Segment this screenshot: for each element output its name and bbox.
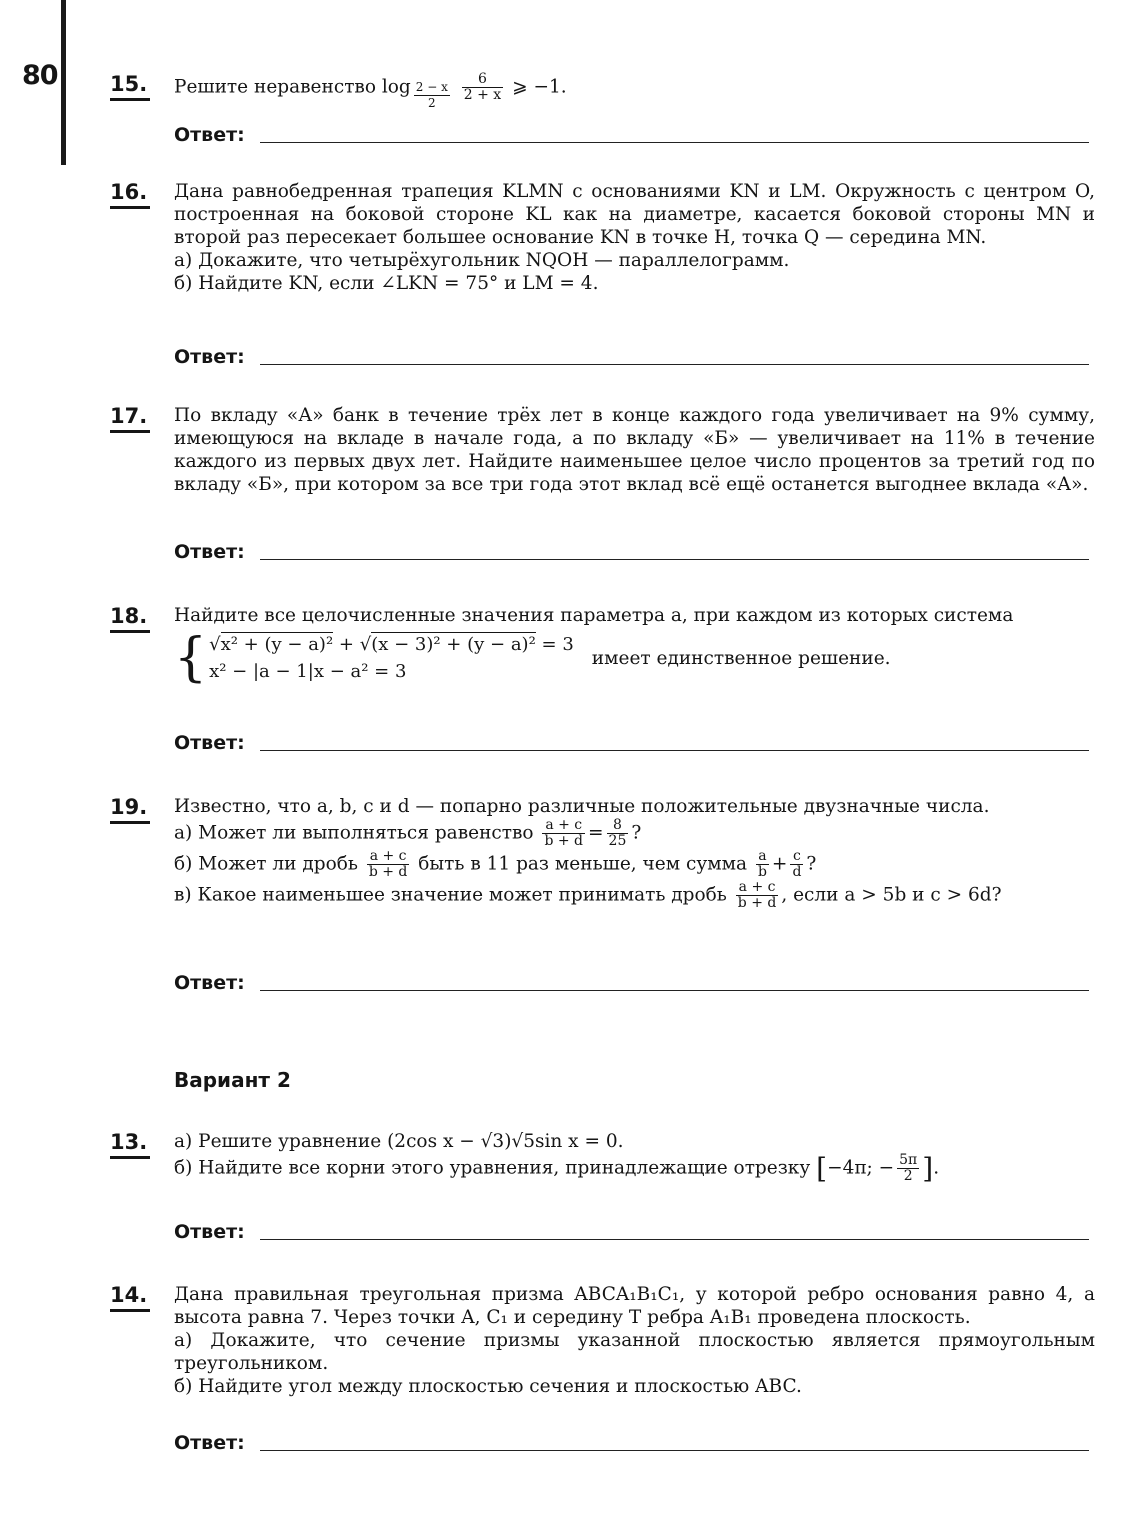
equation-1: √x² + (y − a)² + √(x − 3)² + (y − a)² = 3	[209, 634, 574, 655]
intro: Решите неравенство	[174, 76, 376, 98]
bracket-right: ]	[922, 1152, 934, 1185]
page-number: 80	[22, 60, 58, 91]
answer-line[interactable]	[260, 1239, 1089, 1240]
eq1-rhs: = 3	[535, 634, 574, 655]
frac-a-b	[756, 849, 769, 880]
problem-14	[110, 1283, 1095, 1398]
problem-number: 17.	[110, 404, 150, 433]
den: 25	[608, 833, 627, 849]
frac-c-d	[790, 849, 803, 880]
problem-19	[110, 795, 1095, 911]
answer-line[interactable]	[260, 364, 1089, 365]
den: b + d	[544, 833, 584, 849]
log: log	[381, 76, 411, 98]
num: c	[790, 849, 803, 865]
answer-line[interactable]	[260, 142, 1089, 143]
log-base	[414, 80, 450, 111]
equation-system	[174, 628, 1095, 688]
bracket-left: [	[816, 1152, 828, 1185]
num: a + c	[542, 818, 585, 834]
num: a + c	[736, 880, 779, 896]
problem-number: 19.	[110, 795, 150, 824]
answer-label: Ответ:	[174, 1221, 245, 1243]
statement: Найдите все целочисленные значения параметра a, при каждом из которых система	[174, 605, 1014, 626]
answer-label: Ответ:	[174, 541, 245, 563]
answer-17	[174, 541, 1089, 571]
den: b + d	[368, 864, 408, 880]
problem-15	[110, 72, 1095, 111]
num: a + c	[367, 849, 410, 865]
part-b	[174, 1153, 1095, 1184]
part-b-text: б) Найдите все корни этого уравнения, принадлежащие отрезку	[174, 1157, 811, 1179]
answer-16	[174, 346, 1089, 376]
equation: (2cos x − √3)√5sin x = 0.	[387, 1131, 624, 1152]
problem-number: 13.	[110, 1130, 150, 1159]
problem-text	[174, 604, 1095, 688]
num: 5π	[899, 1152, 918, 1168]
arg-den: 2 + x	[463, 87, 502, 103]
part-c	[174, 880, 1095, 911]
answer-label: Ответ:	[174, 124, 245, 146]
answer-label: Ответ:	[174, 732, 245, 754]
log-arg	[462, 72, 503, 103]
part-c-text: в) Какое наименьшее значение может принимать дробь	[174, 884, 727, 906]
frac-ac-bd	[736, 880, 779, 911]
problem-number: 16.	[110, 180, 150, 209]
plus: +	[771, 853, 788, 875]
problem-text	[174, 72, 1095, 111]
answer-label: Ответ:	[174, 346, 245, 368]
brace: {	[174, 628, 208, 688]
num: a	[756, 849, 769, 865]
base-num: 2 − x	[415, 79, 448, 94]
den: 2	[903, 1168, 913, 1184]
equals: =	[588, 822, 604, 844]
statement: По вкладу «А» банк в течение трёх лет в конце каждого года увеличивает на 9% сумму, имеющуюся на вкладе в начале года, а по вкладу «Б» — увеличивает на 11% в течение каждого из первых двух лет. Найдите наименьшее целое число процентов за третий год по вкладу «Б», при котором за все три года этот вклад всё ещё останется выгоднее вклада «А».	[174, 405, 1095, 495]
interval-low: −4π; −	[827, 1157, 895, 1179]
part-b	[174, 849, 1095, 880]
period: .	[933, 1157, 940, 1179]
frac-5pi-2	[897, 1153, 919, 1184]
frac-ac-bd	[542, 818, 585, 849]
rhs: ⩾ −1.	[512, 76, 567, 98]
problem-text	[174, 1283, 1095, 1398]
margin-bar	[61, 0, 66, 165]
part-a: а) Докажите, что четырёхугольник NQOH — параллелограмм.	[174, 250, 790, 271]
den: b	[757, 864, 767, 880]
answer-line[interactable]	[260, 559, 1089, 560]
frac-8-25	[607, 818, 629, 849]
problem-number: 15.	[110, 72, 150, 101]
variant-heading: Вариант 2	[174, 1068, 291, 1092]
den: d	[792, 864, 802, 880]
plus: +	[333, 634, 360, 655]
part-b: б) Найдите угол между плоскостью сечения и плоскостью ABC.	[174, 1376, 802, 1397]
statement: Дана правильная треугольная призма ABCA₁B₁C₁, у которой ребро основания равно 4, а высота равна 7. Через точки A, C₁ и середину T ребра A₁B₁ проведена плоскость.	[174, 1284, 1095, 1328]
part-b: б) Найдите KN, если ∠LKN = 75° и LM = 4.	[174, 273, 599, 294]
problem-number: 14.	[110, 1283, 150, 1312]
problem-text	[174, 404, 1095, 496]
part-a-text: а) Может ли выполняться равенство	[174, 822, 534, 844]
problem-text	[174, 180, 1095, 295]
equation-2: x² − |a − 1|x − a² = 3	[209, 661, 407, 682]
answer-13	[174, 1221, 1089, 1251]
question-mark: ?	[631, 822, 642, 844]
question-mark: ?	[806, 853, 817, 875]
answer-19	[174, 972, 1089, 1002]
part-a	[174, 1130, 1095, 1153]
answer-line[interactable]	[260, 990, 1089, 991]
answer-15	[174, 124, 1089, 154]
answer-label: Ответ:	[174, 1432, 245, 1454]
root-2: (x − 3)² + (y − a)²	[371, 634, 536, 655]
den: b + d	[737, 895, 777, 911]
problem-13	[110, 1130, 1095, 1184]
problem-text	[174, 1130, 1095, 1184]
base-den: 2	[428, 95, 436, 110]
part-b-mid: быть в 11 раз меньше, чем сумма	[418, 853, 748, 875]
problem-16	[110, 180, 1095, 295]
part-a: а) Докажите, что сечение призмы указанной плоскостью является прямоугольным треугольником.	[174, 1330, 1095, 1374]
part-a	[174, 818, 1095, 849]
part-b-text: б) Может ли дробь	[174, 853, 358, 875]
statement: Известно, что a, b, c и d — попарно различные положительные двузначные числа.	[174, 796, 990, 817]
statement: Дана равнобедренная трапеция KLMN с основаниями KN и LM. Окружность с центром O, построенная на боковой стороне KL как на диаметре, касается боковой стороны MN и второй раз пересекает большее основание KN в точке H, точка Q — середина MN.	[174, 181, 1095, 248]
answer-18	[174, 732, 1089, 762]
answer-label: Ответ:	[174, 972, 245, 994]
answer-line[interactable]	[260, 1450, 1089, 1451]
part-a-text: а) Решите уравнение	[174, 1131, 382, 1152]
num: 8	[607, 818, 629, 834]
part-c-tail: , если a > 5b и c > 6d?	[781, 884, 1002, 906]
problem-text	[174, 795, 1095, 911]
answer-line[interactable]	[260, 750, 1089, 751]
frac-ac-bd	[367, 849, 410, 880]
problem-18	[110, 604, 1095, 688]
arg-num: 6	[462, 72, 503, 88]
root-1: x² + (y − a)²	[220, 634, 334, 655]
tail: имеет единственное решение.	[591, 647, 891, 669]
problem-number: 18.	[110, 604, 150, 633]
system-lines	[209, 631, 574, 685]
problem-17	[110, 404, 1095, 496]
answer-14	[174, 1432, 1089, 1462]
